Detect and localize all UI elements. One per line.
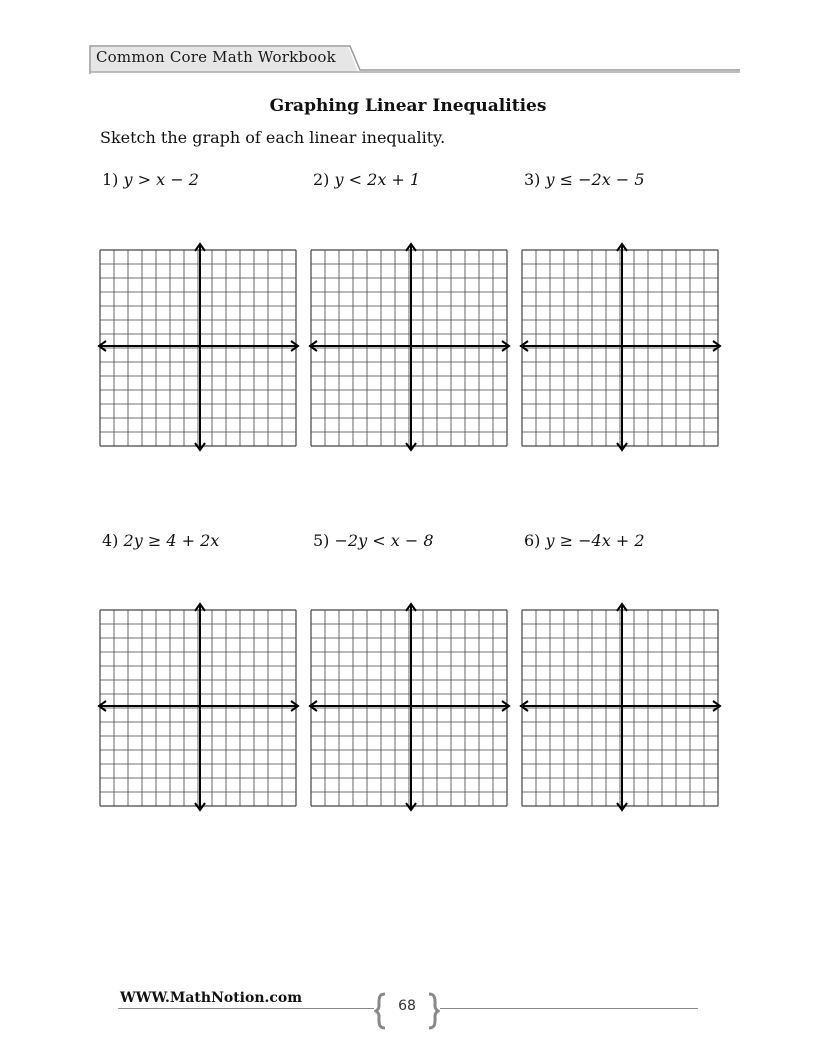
problem-label-1 [102, 170, 199, 189]
problem-label-5 [313, 531, 434, 550]
header-title: Common Core Math Workbook [96, 48, 336, 66]
problem-number: 3) [524, 170, 541, 189]
coordinate-grid-4[interactable] [96, 602, 304, 814]
problem-number: 4) [102, 531, 119, 550]
problem-expression: y ≤ −2x − 5 [545, 170, 645, 189]
problem-label-4 [102, 531, 219, 550]
problem-expression: 2y ≥ 4 + 2x [123, 531, 220, 550]
grid-lines [311, 250, 507, 446]
footer-rule-left [118, 1008, 374, 1009]
coordinate-grid-6[interactable] [518, 602, 726, 814]
problem-expression: −2y < x − 8 [334, 531, 434, 550]
problem-number: 2) [313, 170, 330, 189]
problem-number: 6) [524, 531, 541, 550]
grid-lines [522, 250, 718, 446]
coordinate-grid-2[interactable] [307, 242, 515, 454]
footer-website: WWW.MathNotion.com [120, 990, 303, 1006]
grid-lines [522, 610, 718, 806]
instructions: Sketch the graph of each linear inequality. [100, 128, 446, 147]
grid-lines [100, 610, 296, 806]
footer-rule-right [440, 1008, 698, 1009]
problem-label-6 [524, 531, 645, 550]
coordinate-grid-5[interactable] [307, 602, 515, 814]
problem-expression: y < 2x + 1 [334, 170, 421, 189]
grid-lines [100, 250, 296, 446]
problem-label-3 [524, 170, 645, 189]
coordinate-grid-1[interactable] [96, 242, 304, 454]
header-tab [88, 44, 740, 76]
problem-number: 5) [313, 531, 330, 550]
grid-lines [311, 610, 507, 806]
coordinate-grid-3[interactable] [518, 242, 726, 454]
problem-expression: y > x − 2 [123, 170, 199, 189]
page-number: 68 [398, 998, 416, 1014]
problem-label-2 [313, 170, 420, 189]
problem-number: 1) [102, 170, 119, 189]
problem-expression: y ≥ −4x + 2 [545, 531, 645, 550]
worksheet-title: Graphing Linear Inequalities [269, 96, 547, 116]
